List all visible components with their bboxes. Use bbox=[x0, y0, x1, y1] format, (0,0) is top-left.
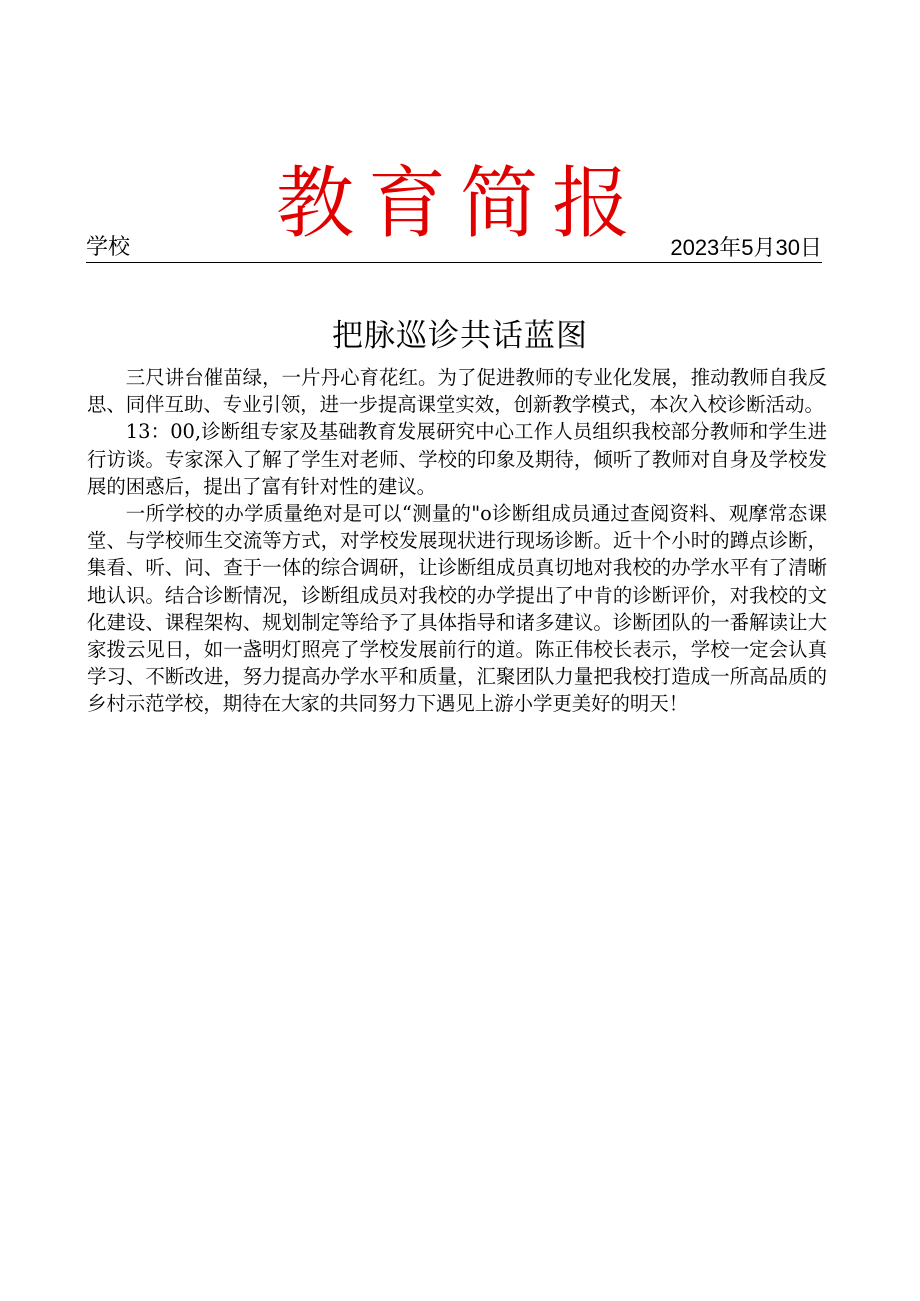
paragraph-diagnosis: 一所学校的办学质量绝对是可以“测量的"o诊断组成员通过查阅资料、观摩常态课堂、与学校师生交流等方式，对学校发展现状进行现场诊断。近十个小时的蹲点诊断，集看、听、问、查于一体的综合调研，让诊断组成员真切地对我校的办学水平有了清晰地认识。结合诊断情况，诊断组成员对我校的办学提出了中肯的诊断评价，对我校的文化建设、课程架构、规划制定等给予了具体指导和诸多建议。诊断团队的一番解读让大家拨云见日，如一盏明灯照亮了学校发展前行的道。陈正伟校长表示，学校一定会认真学习、不断改进，努力提高办学水平和质量，汇聚团队力量把我校打造成一所高品质的乡村示范学校，期待在大家的共同努力下遇见上游小学更美好的明天！ bbox=[87, 502, 827, 716]
article-headline: 把脉巡诊共话蓝图 bbox=[332, 317, 588, 354]
issue-date: 2023年5月30日 bbox=[670, 235, 822, 260]
header-row bbox=[86, 232, 822, 263]
school-label: 学校 bbox=[86, 235, 131, 260]
masthead-title: 教育简报 bbox=[275, 159, 644, 250]
paragraph-intro: 三尺讲台催苗绿，一片丹心育花红。为了促进教师的专业化发展，推动教师自我反思、同伴互助、专业引领，进一步提高课堂实效，创新教学模式，本次入校诊断活动。 bbox=[87, 366, 827, 417]
paragraph-interview: 13：00,诊断组专家及基础教育发展研究中心工作人员组织我校部分教师和学生进行访谈。专家深入了解了学生对老师、学校的印象及期待，倾听了教师对自身及学校发展的困惑后，提出了富有针对性的建议。 bbox=[87, 420, 827, 498]
article-body bbox=[87, 364, 827, 718]
